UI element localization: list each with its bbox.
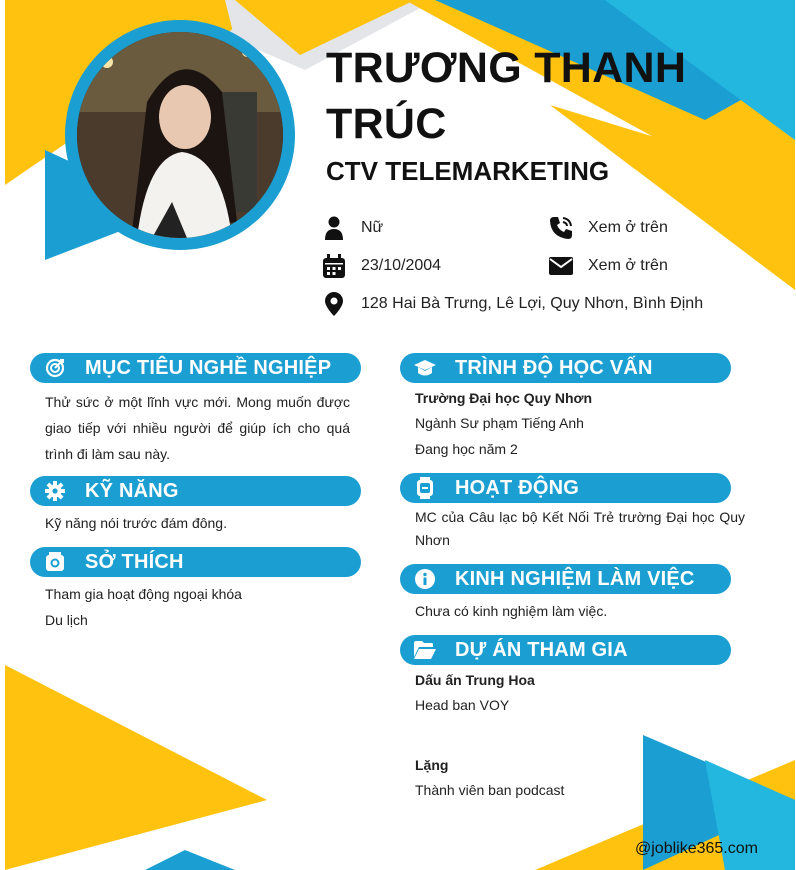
- section-skills-title: KỸ NĂNG: [85, 479, 179, 502]
- mail-icon: [548, 253, 574, 279]
- project-role: Thành viên ban podcast: [415, 782, 565, 798]
- section-skills-header: [30, 476, 361, 506]
- footer-brand: @joblike365.com: [635, 840, 758, 857]
- section-projects-header: [400, 635, 731, 665]
- email-value: Xem ở trên: [588, 257, 668, 274]
- education-major: Ngành Sư phạm Tiếng Anh: [415, 415, 584, 431]
- gender-value: Nữ: [361, 219, 384, 236]
- section-experience-header: [400, 564, 731, 594]
- section-education-header: [400, 353, 731, 383]
- objective-text: Thử sức ở một lĩnh vực mới. Mong muốn được giao tiếp với nhiều người để giúp ích cho quá trình đi làm sau này.: [45, 394, 350, 462]
- calendar-icon: [321, 253, 347, 279]
- education-status: Đang học năm 2: [415, 441, 518, 457]
- section-objective-title: MỤC TIÊU NGHỀ NGHIỆP: [85, 356, 332, 379]
- graduation-cap-icon: [414, 357, 436, 379]
- section-activities-title: HOẠT ĐỘNG: [455, 476, 580, 499]
- watch-icon: [414, 477, 436, 499]
- phone-icon: [548, 215, 574, 241]
- birthdate-row: [321, 252, 441, 280]
- section-hobbies-header: [30, 547, 361, 577]
- address-row: [321, 290, 703, 318]
- section-hobbies-title: SỞ THÍCH: [85, 550, 184, 573]
- activities-text: MC của Câu lạc bộ Kết Nối Trẻ trường Đại học Quy Nhơn: [415, 509, 745, 548]
- birthdate-value: 23/10/2004: [361, 257, 442, 274]
- camera-icon: [44, 551, 66, 573]
- phone-value: Xem ở trên: [588, 219, 668, 236]
- project-role: Head ban VOY: [415, 697, 510, 713]
- section-objective-header: [30, 353, 361, 383]
- avatar: [77, 32, 283, 238]
- email-row: [548, 252, 668, 280]
- project-name: Lặng: [415, 757, 449, 773]
- section-education-title: TRÌNH ĐỘ HỌC VẤN: [455, 356, 653, 379]
- target-icon: [44, 357, 66, 379]
- hobby-item: Du lịch: [45, 612, 88, 628]
- candidate-name: TRƯƠNG THANH TRÚC: [326, 44, 687, 148]
- section-experience-title: KINH NGHIỆM LÀM VIỆC: [455, 567, 695, 590]
- user-icon: [321, 215, 347, 241]
- hobby-item: Tham gia hoạt động ngoại khóa: [45, 586, 242, 602]
- section-activities-header: [400, 473, 731, 503]
- gender-row: [321, 214, 383, 242]
- education-school: Trường Đại học Quy Nhơn: [415, 390, 593, 406]
- location-icon: [321, 291, 347, 317]
- job-title: CTV TELEMARKETING: [326, 156, 610, 186]
- skills-text: Kỹ năng nói trước đám đông.: [45, 515, 227, 531]
- address-value: 128 Hai Bà Trưng, Lê Lợi, Quy Nhơn, Bình Định: [361, 295, 704, 312]
- cv-page: [5, 0, 795, 870]
- section-projects-title: DỰ ÁN THAM GIA: [455, 638, 628, 661]
- experience-text: Chưa có kinh nghiệm làm việc.: [415, 603, 608, 619]
- folder-open-icon: [414, 639, 436, 661]
- info-icon: [414, 568, 436, 590]
- project-name: Dấu ấn Trung Hoa: [415, 672, 535, 688]
- phone-row: [548, 214, 668, 242]
- gear-icon: [44, 480, 66, 502]
